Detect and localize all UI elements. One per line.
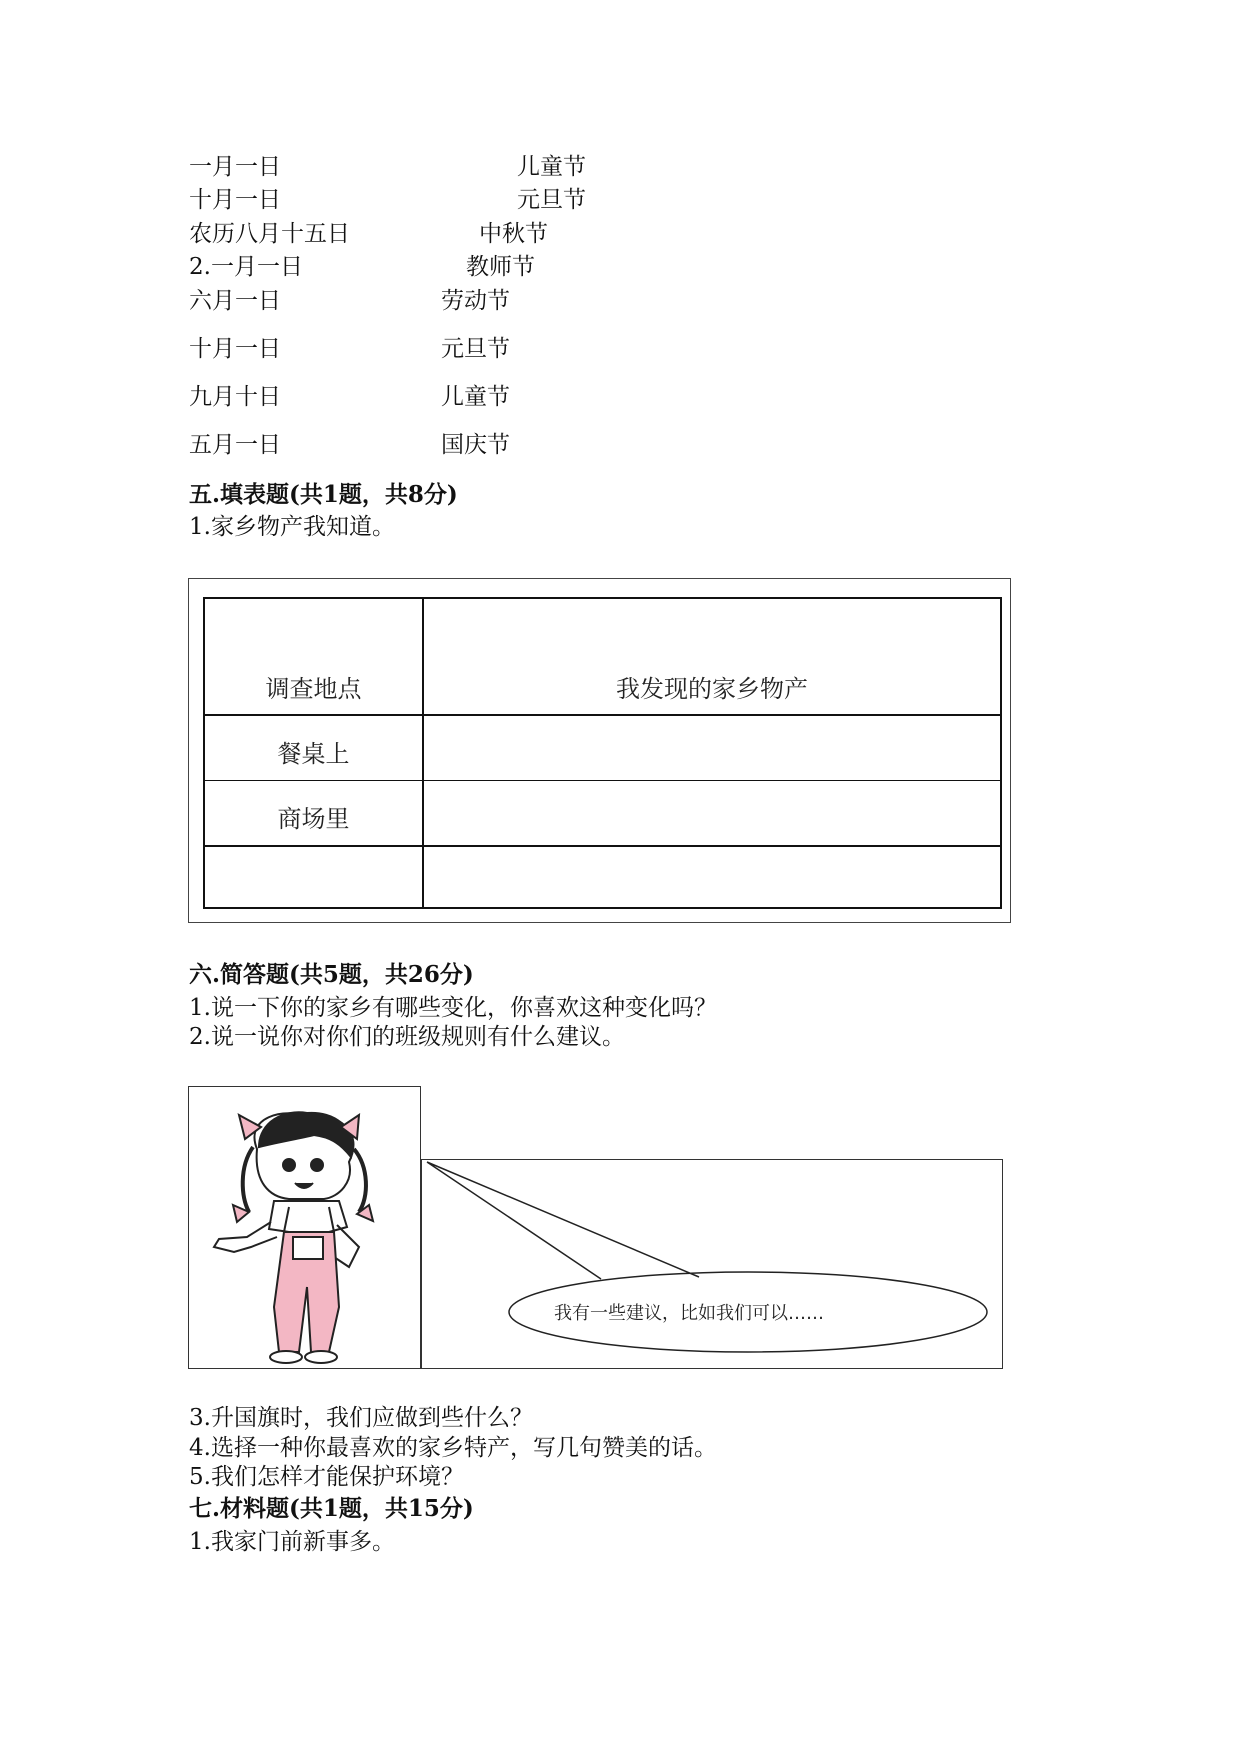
- speech-bubble-text: 我有一些建议，比如我们可以……: [554, 1303, 824, 1324]
- section6-question-2: 2.说一说你对你们的班级规则有什么建议。: [189, 1024, 625, 1050]
- section5-question-1: 1.家乡物产我知道。: [189, 514, 395, 540]
- match2-left-4: 五月一日: [189, 432, 281, 458]
- match1-right-0: 儿童节: [517, 154, 586, 180]
- match1-left-1: 十月一日: [189, 187, 281, 213]
- match2-left-2: 十月一日: [189, 336, 281, 362]
- match1-right-2: 中秋节: [479, 221, 548, 247]
- section6-heading: 六.简答题(共5题，共26分): [189, 961, 474, 988]
- table-row-2-location: 商场里: [277, 805, 350, 833]
- match2-right-2: 元旦节: [441, 336, 510, 362]
- match2-left-1: 六月一日: [189, 288, 281, 314]
- survey-table: [203, 597, 1002, 909]
- match2-left-0: 2.一月一日: [189, 254, 303, 280]
- match2-right-4: 国庆节: [441, 432, 510, 458]
- section7-heading: 七.材料题(共1题，共15分): [189, 1495, 474, 1522]
- match1-left-2: 农历八月十五日: [189, 221, 350, 247]
- section7-question-1: 1.我家门前新事多。: [189, 1529, 395, 1555]
- match2-right-3: 儿童节: [441, 384, 510, 410]
- match1-left-0: 一月一日: [189, 154, 281, 180]
- match2-left-3: 九月十日: [189, 384, 281, 410]
- section6-question-3: 3.升国旗时，我们应做到些什么？: [189, 1405, 533, 1431]
- section5-heading: 五.填表题(共1题，共8分): [189, 481, 458, 508]
- match2-right-1: 劳动节: [441, 288, 510, 314]
- table-row-1-location: 餐桌上: [277, 740, 350, 768]
- section6-question-1: 1.说一下你的家乡有哪些变化，你喜欢这种变化吗？: [189, 995, 717, 1021]
- speech-bubble-icon: [421, 1159, 1003, 1369]
- girl-illustration: [189, 1087, 420, 1368]
- match2-right-0: 教师节: [466, 254, 535, 280]
- table-header-location: 调查地点: [265, 675, 362, 703]
- section6-question-5: 5.我们怎样才能保护环境？: [189, 1464, 464, 1490]
- match1-right-1: 元旦节: [517, 187, 586, 213]
- section6-question-4: 4.选择一种你最喜欢的家乡特产，写几句赞美的话。: [189, 1435, 717, 1461]
- table-header-products: 我发现的家乡物产: [616, 675, 808, 703]
